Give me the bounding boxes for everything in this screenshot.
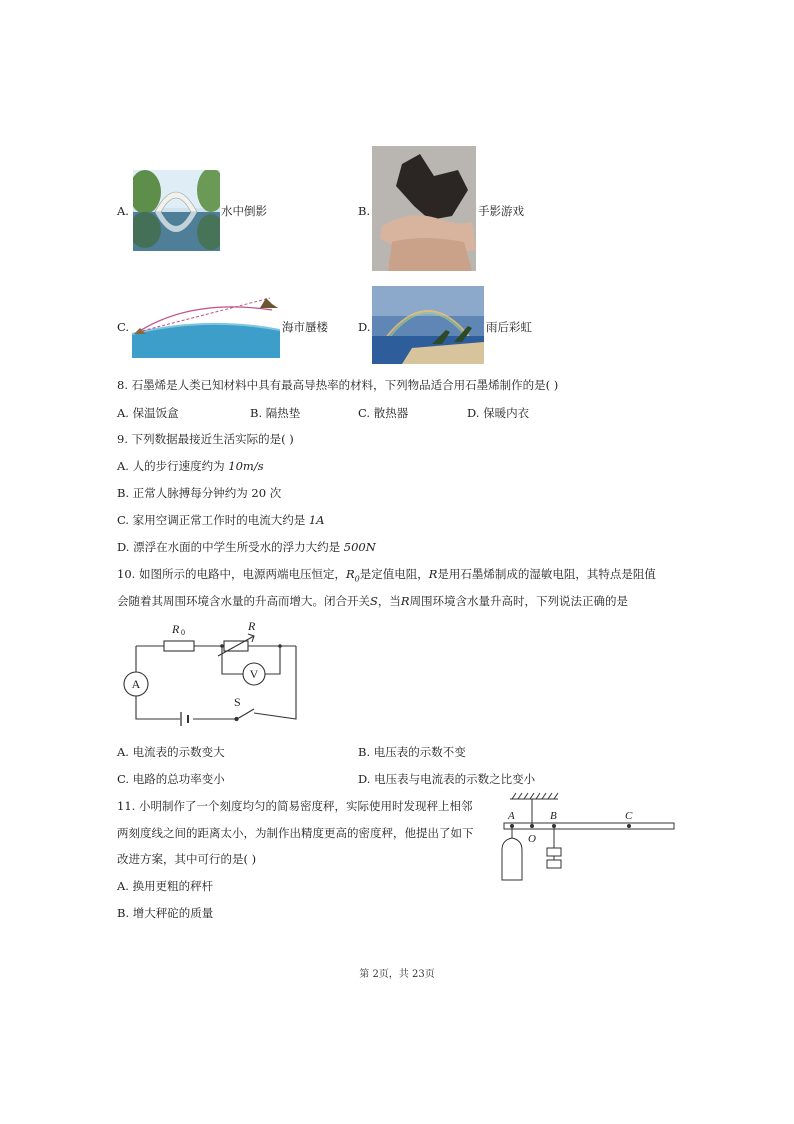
option-c-caption: 海市蜃楼 (282, 320, 328, 334)
q10-option-c: C. 电路的总功率变小 (117, 772, 225, 786)
option-b-caption: 手影游戏 (478, 204, 524, 218)
point-b-label: B (550, 810, 557, 822)
option-a-caption: 水中倒影 (221, 204, 267, 218)
q10-option-a: A. 电流表的示数变大 (117, 745, 225, 759)
q8-option-c: C. 散热器 (358, 406, 409, 420)
q10-text-2a: 会随着其周围环境含水量的升高而增大。闭合开关 (117, 594, 370, 608)
q9-option-a-text: A. 人的步行速度约为 (117, 459, 229, 473)
mirage-diagram-image (132, 290, 280, 358)
option-d-letter: D. (358, 320, 371, 334)
q10-stem-line1 (117, 566, 656, 587)
q9-option-c-value: 1A (308, 513, 325, 527)
q10-stem-line2 (117, 593, 628, 609)
q11-stem-line3: 改进方案，其中可行的是( ) (117, 852, 257, 866)
q8-option-d: D. 保暖内衣 (467, 406, 530, 420)
q10-r0-subscript: 0 (354, 574, 360, 584)
point-a-label: A (508, 810, 515, 822)
point-c-label: C (625, 810, 633, 822)
bridge-reflection-image (133, 170, 220, 251)
q11-stem-line2: 两刻度线之间的距离太小，为制作出精度更高的密度秤，他提出了如下 (117, 826, 474, 840)
q8-option-a: A. 保温饭盒 (117, 406, 179, 420)
switch-label: S (234, 695, 241, 709)
q10-option-d: D. 电压表与电流表的示数之比变小 (358, 772, 536, 786)
q10-text-1a: 10. 如图所示的电路中，电源两端电压恒定， (117, 567, 346, 581)
point-o-label: O (528, 833, 536, 845)
q10-option-b: B. 电压表的示数不变 (358, 745, 466, 759)
q9-option-c (117, 512, 324, 528)
rainbow-image (372, 286, 484, 364)
ammeter-label: A (131, 677, 141, 691)
q11-stem-line1: 11. 小明制作了一个刻度均匀的简易密度秤，实际使用时发现秤上相邻 (117, 799, 473, 813)
q9-stem: 9. 下列数据最接近生活实际的是( ) (117, 432, 294, 446)
q10-r-symbol: R (428, 567, 438, 581)
r0-label-sub: 0 (181, 628, 185, 637)
q9-option-a (117, 458, 264, 474)
voltmeter-label: V (249, 667, 259, 681)
q10-text-2b: ，当 (377, 594, 401, 608)
option-a-letter: A. (117, 204, 129, 218)
density-scale-diagram (496, 792, 678, 884)
circuit-diagram (120, 616, 310, 726)
r-label: R (248, 619, 256, 633)
q10-s-symbol: S (370, 594, 378, 608)
q9-option-a-value: 10m/s (228, 459, 264, 473)
q9-option-d (117, 539, 376, 555)
q10-text-2c: 周围环境含水量升高时，下列说法正确的是 (409, 594, 629, 608)
option-c-letter: C. (117, 320, 130, 334)
q8-option-b: B. 隔热垫 (250, 406, 301, 420)
option-d-caption: 雨后彩虹 (486, 320, 532, 334)
q9-option-d-value: 500N (343, 540, 376, 554)
q10-r-symbol-2: R (400, 594, 410, 608)
q9-option-b: B. 正常人脉搏每分钟约为 20 次 (117, 486, 282, 500)
r0-label: R (172, 622, 180, 636)
hand-shadow-image (372, 146, 476, 271)
page-footer: 第 2页，共 23页 (359, 969, 435, 980)
q10-text-1b: 是定值电阻， (359, 567, 429, 581)
q11-option-a: A. 换用更粗的秤杆 (117, 879, 214, 893)
q9-option-d-text: D. 漂浮在水面的中学生所受水的浮力大约是 (117, 540, 344, 554)
q11-option-b: B. 增大秤砣的质量 (117, 906, 214, 920)
q10-text-1c: 是用石墨烯制成的湿敏电阻，其特点是阻值 (437, 567, 656, 581)
q9-option-c-text: C. 家用空调正常工作时的电流大约是 (117, 513, 309, 527)
q8-stem: 8. 石墨烯是人类已知材料中具有最高导热率的材料，下列物品适合用石墨烯制作的是( ) (117, 378, 559, 392)
q10-r0-symbol: R (345, 567, 355, 581)
option-b-letter: B. (358, 204, 371, 218)
